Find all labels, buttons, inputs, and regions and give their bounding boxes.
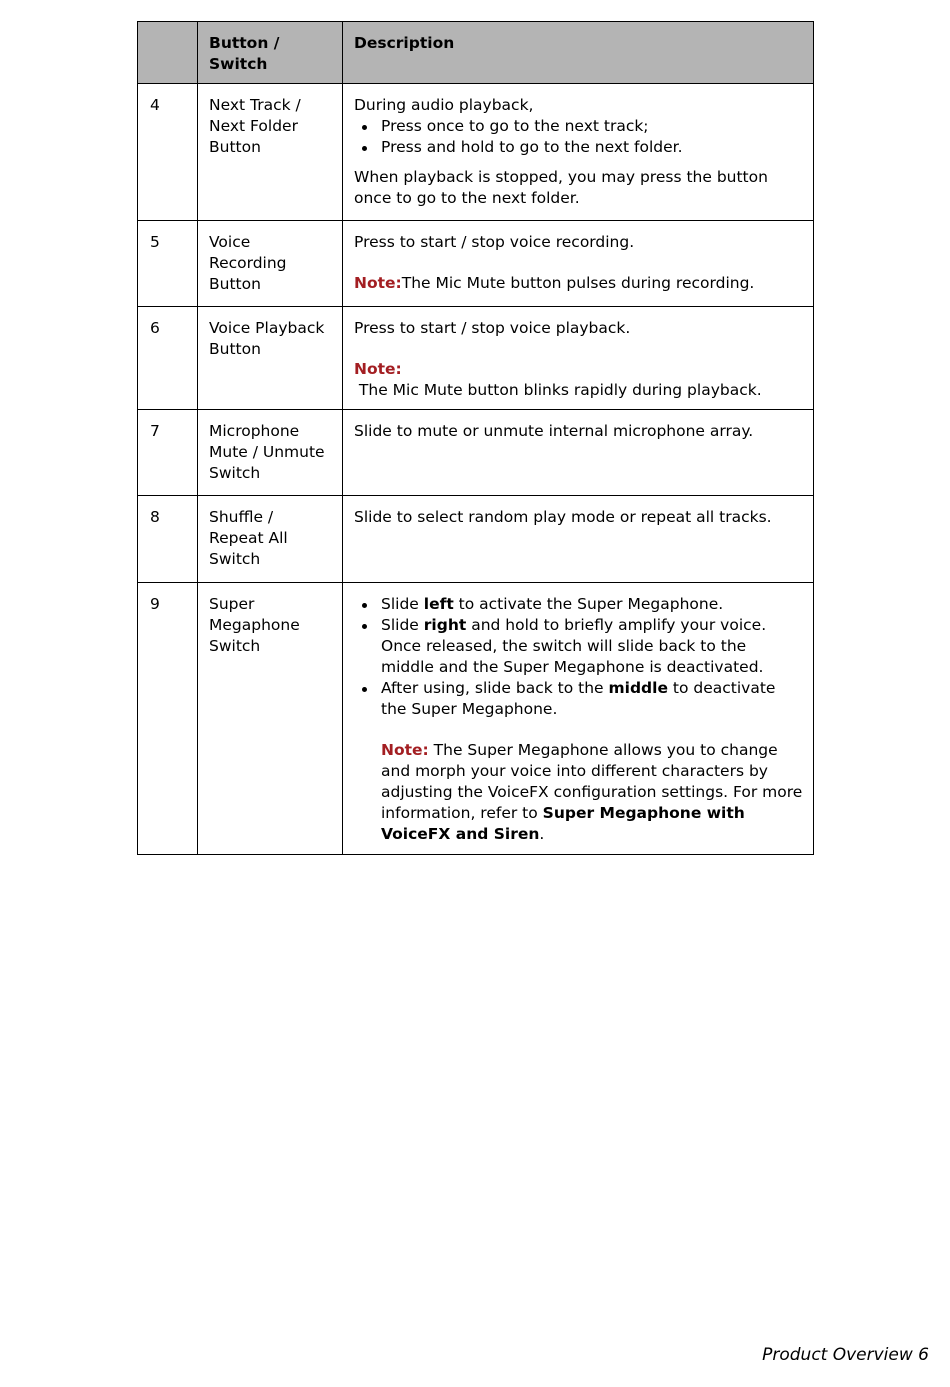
row-description	[343, 307, 814, 410]
row-button-name: Super Megaphone Switch	[198, 583, 343, 855]
note-paragraph	[354, 273, 803, 294]
note-text: The Super Megaphone allows you to change and morph your voice into different characters by adjusting the VoiceFX configuration settings. For more information, refer to	[381, 741, 803, 822]
description-text: Press to start / stop voice recording.	[354, 233, 635, 251]
table-row	[138, 410, 814, 496]
header-button-switch: Button / Switch	[198, 22, 343, 84]
row-button-name: Next Track / Next Folder Button	[198, 84, 343, 221]
bullet-list	[354, 116, 803, 158]
note-text: The Mic Mute button pulses during recording.	[401, 274, 755, 292]
note-label: Note:	[354, 360, 402, 378]
table-row	[138, 307, 814, 410]
bullet-item: Press once to go to the next track;	[354, 116, 803, 137]
row-number: 4	[138, 84, 198, 221]
note-label: Note:	[354, 274, 402, 292]
row-description	[343, 221, 814, 307]
description-text: Slide to select random play mode or repeat all tracks.	[354, 508, 772, 526]
note-paragraph: Note: The Super Megaphone allows you to change and morph your voice into different characters by adjusting the VoiceFX configuration settings. For more information, refer to Super Megaphone with VoiceFX and Siren.	[381, 741, 803, 843]
row-description	[343, 410, 814, 496]
table-row	[138, 221, 814, 307]
row-button-name: Microphone Mute / Unmute Switch	[198, 410, 343, 496]
note-label: Note:	[381, 741, 429, 759]
description-text: Press to start / stop voice playback.	[354, 319, 631, 337]
row-button-name: Voice Playback Button	[198, 307, 343, 410]
row-description	[343, 583, 814, 855]
controls-table	[137, 21, 814, 855]
description-text: During audio playback,	[354, 96, 534, 114]
note-reference: Super Megaphone with VoiceFX and Siren	[381, 804, 745, 843]
row-description	[343, 496, 814, 583]
table-row	[138, 583, 814, 855]
bullet-item: Slide right and hold to briefly amplify your voice. Once released, the switch will slide back to the middle and the Super Megaphone is deactivated.	[354, 615, 803, 678]
row-button-name: Shuffle / Repeat All Switch	[198, 496, 343, 583]
note-text: The Mic Mute button blinks rapidly during playback.	[354, 381, 762, 399]
table-header-row	[138, 22, 814, 84]
row-number: 6	[138, 307, 198, 410]
row-number: 9	[138, 583, 198, 855]
row-number: 5	[138, 221, 198, 307]
header-number	[138, 22, 198, 84]
description-text: When playback is stopped, you may press the button once to go to the next folder.	[354, 168, 768, 207]
bullet-item: Slide left to activate the Super Megaphone.	[354, 594, 803, 615]
row-number: 8	[138, 496, 198, 583]
row-number: 7	[138, 410, 198, 496]
bullet-item: Press and hold to go to the next folder.	[354, 137, 803, 158]
description-text: Slide to mute or unmute internal microphone array.	[354, 422, 754, 440]
bullet-list	[354, 594, 803, 720]
bullet-item: After using, slide back to the middle to deactivate the Super Megaphone.	[354, 678, 803, 720]
table-row	[138, 84, 814, 221]
row-button-name: Voice Recording Button	[198, 221, 343, 307]
row-description	[343, 84, 814, 221]
header-description: Description	[343, 22, 814, 84]
page-footer: Product Overview 6	[762, 1345, 929, 1365]
note-paragraph	[354, 359, 803, 401]
table-row	[138, 496, 814, 583]
